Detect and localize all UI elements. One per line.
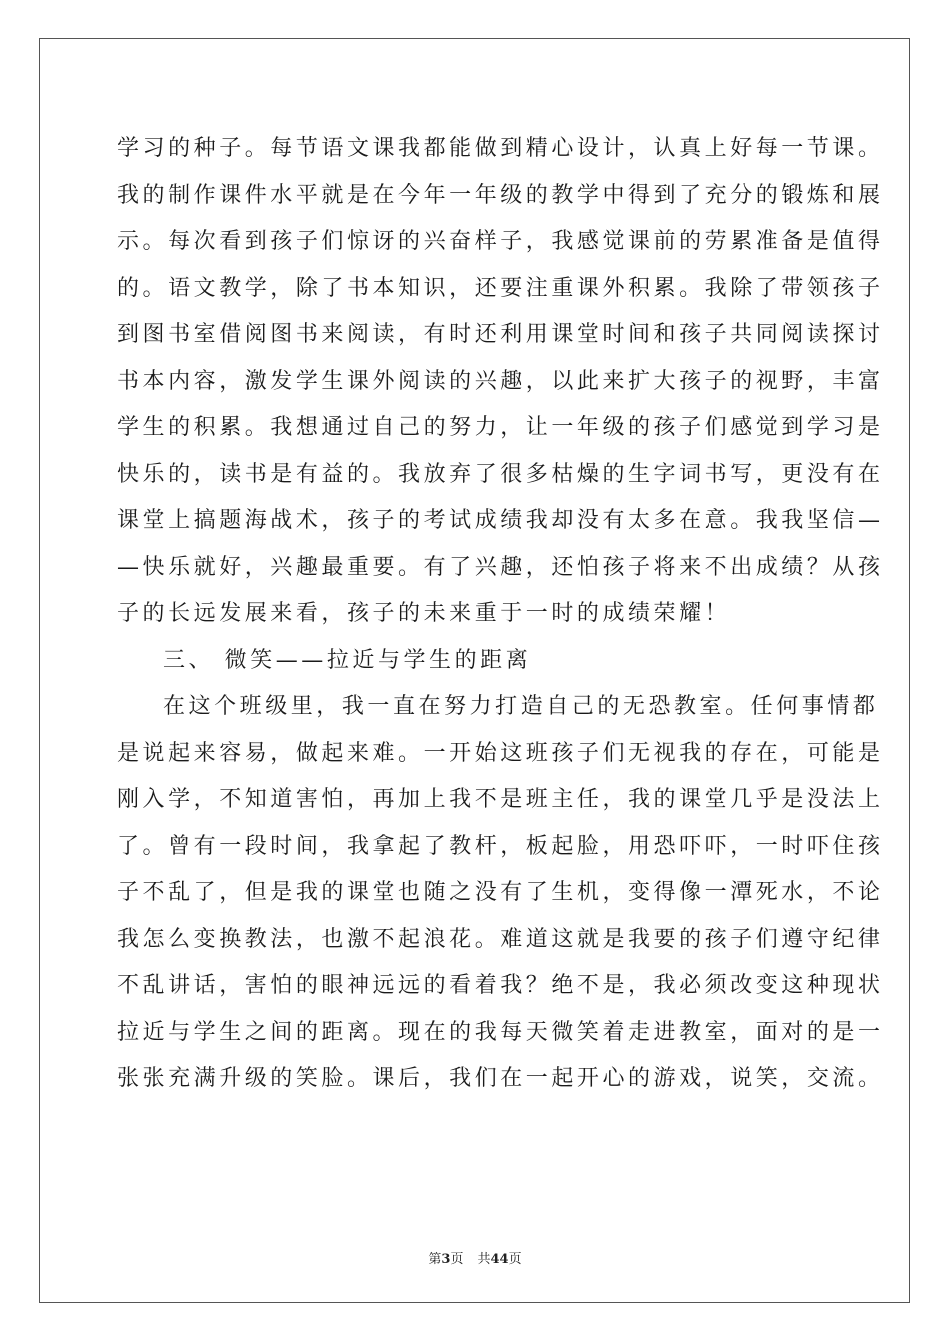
text-line: 学习的种子。每节语文课我都能做到精心设计，认真上好每一节课。 — [117, 136, 884, 161]
page-current: 3 — [441, 1252, 451, 1267]
total-suffix: 页 — [508, 1252, 522, 1267]
text-line: 示。每次看到孩子们惊讶的兴奋样子，我感觉课前的劳累准备是值得 — [117, 229, 884, 254]
text-line: 我的制作课件水平就是在今年一年级的教学中得到了充分的锻炼和展 — [117, 182, 884, 208]
text-line: 张张充满升级的笑脸。课后，我们在一起开心的游戏，说笑，交流。 — [117, 1066, 884, 1091]
page-suffix: 页 — [450, 1252, 464, 1267]
section-heading: 三、 微笑——拉近与学生的距离 — [163, 647, 532, 673]
text-line: 快乐的，读书是有益的。我放弃了很多枯燥的生字词书写，更没有在 — [117, 461, 884, 487]
total-prefix: 共 — [477, 1252, 491, 1267]
page-total: 44 — [490, 1252, 509, 1267]
text-line: 是说起来容易，做起来难。一开始这班孩子们无视我的存在，可能是 — [117, 740, 884, 766]
text-line: 刚入学，不知道害怕，再加上我不是班主任，我的课堂几乎是没法上 — [117, 787, 884, 812]
text-line: 的。语文教学，除了书本知识，还要注重课外积累。我除了带领孩子 — [117, 275, 884, 301]
text-line: —快乐就好，兴趣最重要。有了兴趣，还怕孩子将来不出成绩？从孩 — [117, 554, 884, 580]
text-line: 课堂上搞题海战术，孩子的考试成绩我却没有太多在意。我我坚信— — [117, 508, 884, 533]
text-line: 到图书室借阅图书来阅读，有时还利用课堂时间和孩子共同阅读探讨 — [117, 322, 884, 347]
text-line: 拉近与学生之间的距离。现在的我每天微笑着走进教室，面对的是一 — [117, 1019, 884, 1045]
document-body — [117, 126, 884, 1103]
text-line: 学生的积累。我想通过自己的努力，让一年级的孩子们感觉到学习是 — [117, 415, 884, 440]
paragraph-first-line: 在这个班级里，我一直在努力打造自己的无恐教室。任何事情都 — [163, 694, 879, 719]
text-line: 不乱讲话，害怕的眼神远远的看着我？绝不是，我必须改变这种现状 — [117, 973, 884, 998]
text-line: 子的长远发展来看，孩子的未来重于一时的成绩荣耀！ — [117, 601, 731, 626]
text-line: 我怎么变换教法，也激不起浪花。难道这就是我要的孩子们遵守纪律 — [117, 926, 884, 952]
text-line: 子不乱了，但是我的课堂也随之没有了生机，变得像一潭死水，不论 — [117, 880, 884, 905]
text-line: 书本内容，激发学生课外阅读的兴趣，以此来扩大孩子的视野，丰富 — [117, 368, 884, 394]
page-footer — [0, 1248, 950, 1267]
page-prefix: 第 — [428, 1252, 442, 1267]
text-line: 了。曾有一段时间，我拿起了教杆，板起脸，用恐吓吓，一时吓住孩 — [117, 833, 884, 859]
